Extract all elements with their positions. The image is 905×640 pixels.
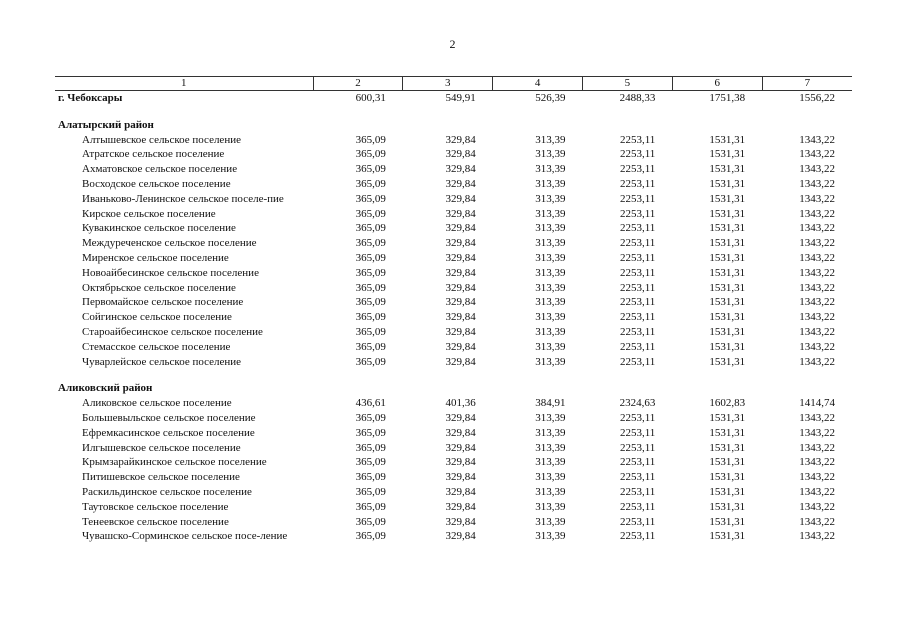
value-cell-col4: 313,39 [535, 163, 566, 176]
value-cell-col5: 2253,11 [619, 192, 656, 205]
value-cell-col3: 329,84 [445, 355, 476, 368]
value-cell-col7: 1343,22 [799, 251, 835, 264]
value-cell-col7: 1343,22 [799, 441, 835, 454]
value-cell-col4: 313,39 [535, 222, 566, 235]
value-cell-col7: 1343,22 [799, 148, 835, 161]
value-cell-col7: 1343,22 [799, 456, 835, 469]
column-header-2: 2 [313, 77, 403, 91]
value-cell-col7: 1414,74 [799, 397, 835, 410]
value-cell-col7: 1343,22 [799, 177, 835, 190]
settlement-name: Аликовское сельское поселение [82, 397, 232, 410]
value-cell-col2: 436,61 [355, 397, 386, 410]
value-cell-col4: 313,39 [535, 192, 566, 205]
value-cell-col5: 2253,11 [619, 411, 656, 424]
column-header-1: 1 [55, 77, 313, 91]
value-cell-col2: 365,09 [355, 148, 386, 161]
value-cell-col7: 1343,22 [799, 192, 835, 205]
value-cell-col7: 1343,22 [799, 133, 835, 146]
value-cell-col7: 1343,22 [799, 500, 835, 513]
table-row [55, 500, 852, 515]
column-header-7: 7 [762, 77, 852, 91]
value-cell-col5: 2253,11 [619, 163, 656, 176]
value-cell-col2: 365,09 [355, 296, 386, 309]
table-row [55, 91, 852, 106]
settlement-name: Большевыльское сельское поселение [82, 411, 256, 424]
value-cell-col3: 329,84 [445, 163, 476, 176]
settlement-name: Крымзарайкинское сельское поселение [82, 456, 267, 469]
settlement-name: Чуварлейское сельское поселение [82, 355, 242, 368]
settlement-name: Восходское сельское поселение [82, 177, 231, 190]
value-cell-col3: 329,84 [445, 311, 476, 324]
value-cell-col2: 365,09 [355, 325, 386, 338]
table-row [55, 207, 852, 222]
value-cell-col3: 329,84 [445, 441, 476, 454]
value-cell-col5: 2253,11 [619, 296, 656, 309]
column-header-4: 4 [493, 77, 583, 91]
value-cell-col5: 2253,11 [619, 530, 656, 543]
value-cell-col4: 313,39 [535, 177, 566, 190]
value-cell-col4: 313,39 [535, 148, 566, 161]
value-cell-col2: 365,09 [355, 456, 386, 469]
table-row [55, 133, 852, 148]
value-cell-col3: 329,84 [445, 148, 476, 161]
value-cell-col2: 365,09 [355, 177, 386, 190]
tariff-table [55, 76, 852, 544]
settlement-name: Раскильдинское сельское поселение [82, 485, 252, 498]
settlement-name: Чувашско-Сорминское сельское посе-ление [82, 530, 288, 543]
value-cell-col5: 2253,11 [619, 222, 656, 235]
value-cell-col6: 1531,31 [709, 530, 746, 543]
value-cell-col7: 1343,22 [799, 311, 835, 324]
value-cell-col3: 329,84 [445, 281, 476, 294]
value-cell-col6: 1531,31 [709, 355, 746, 368]
value-cell-col3: 401,36 [445, 397, 476, 410]
settlement-name: Питишевское сельское поселение [82, 471, 240, 484]
value-cell-col5: 2253,11 [619, 311, 656, 324]
value-cell-col4: 313,39 [535, 411, 566, 424]
settlement-name: Стемасское сельское поселение [82, 340, 231, 353]
value-cell-col5: 2253,11 [619, 325, 656, 338]
value-cell-col4: 384,91 [535, 397, 566, 410]
table-row [55, 221, 852, 236]
value-cell-col6: 1531,31 [709, 456, 746, 469]
value-cell-col3: 329,84 [445, 500, 476, 513]
value-cell-col6: 1531,31 [709, 177, 746, 190]
value-cell-col2: 365,09 [355, 281, 386, 294]
value-cell-col4: 526,39 [535, 92, 566, 104]
value-cell-col6: 1531,31 [709, 340, 746, 353]
column-header-5: 5 [583, 77, 673, 91]
table-row [55, 426, 852, 441]
table-row [55, 355, 852, 370]
table-row [55, 340, 852, 355]
table-row [55, 192, 852, 207]
value-cell-col4: 313,39 [535, 325, 566, 338]
value-cell-col6: 1531,31 [709, 515, 746, 528]
value-cell-col6: 1602,83 [709, 397, 746, 410]
table-row [55, 529, 852, 544]
value-cell-col5: 2253,11 [619, 355, 656, 368]
settlement-name: Ахматовское сельское поселение [82, 163, 238, 176]
value-cell-col4: 313,39 [535, 500, 566, 513]
table-row [55, 236, 852, 251]
value-cell-col3: 329,84 [445, 325, 476, 338]
value-cell-col2: 365,09 [355, 411, 386, 424]
value-cell-col4: 313,39 [535, 355, 566, 368]
value-cell-col2: 600,31 [355, 92, 386, 104]
value-cell-col4: 313,39 [535, 471, 566, 484]
value-cell-col3: 329,84 [445, 237, 476, 250]
value-cell-col7: 1343,22 [799, 471, 835, 484]
value-cell-col6: 1531,31 [709, 485, 746, 498]
table-body [55, 91, 852, 545]
value-cell-col4: 313,39 [535, 340, 566, 353]
table-row [55, 162, 852, 177]
city-name: г. Чебоксары [58, 92, 123, 104]
value-cell-col5: 2253,11 [619, 148, 656, 161]
value-cell-col6: 1531,31 [709, 281, 746, 294]
value-cell-col6: 1531,31 [709, 148, 746, 161]
value-cell-col4: 313,39 [535, 515, 566, 528]
settlement-name: Октябрьское сельское поселение [82, 281, 236, 294]
value-cell-col4: 313,39 [535, 251, 566, 264]
value-cell-col3: 329,84 [445, 192, 476, 205]
value-cell-col7: 1343,22 [799, 515, 835, 528]
value-cell-col2: 365,09 [355, 251, 386, 264]
value-cell-col2: 365,09 [355, 222, 386, 235]
settlement-name: Ефремкасинское сельское поселение [82, 426, 255, 439]
value-cell-col2: 365,09 [355, 192, 386, 205]
value-cell-col7: 1343,22 [799, 237, 835, 250]
value-cell-col5: 2253,11 [619, 251, 656, 264]
value-cell-col3: 329,84 [445, 485, 476, 498]
column-header-6: 6 [672, 77, 762, 91]
value-cell-col6: 1531,31 [709, 500, 746, 513]
value-cell-col4: 313,39 [535, 296, 566, 309]
value-cell-col7: 1343,22 [799, 266, 835, 279]
value-cell-col6: 1531,31 [709, 296, 746, 309]
value-cell-col2: 365,09 [355, 237, 386, 250]
value-cell-col7: 1343,22 [799, 485, 835, 498]
value-cell-col4: 313,39 [535, 266, 566, 279]
settlement-name: Междуреченское сельское поселение [82, 237, 257, 250]
value-cell-col6: 1531,31 [709, 471, 746, 484]
value-cell-col6: 1531,31 [709, 251, 746, 264]
value-cell-col5: 2253,11 [619, 237, 656, 250]
table-row [55, 147, 852, 162]
value-cell-col7: 1343,22 [799, 426, 835, 439]
value-cell-col2: 365,09 [355, 485, 386, 498]
value-cell-col2: 365,09 [355, 266, 386, 279]
value-cell-col6: 1531,31 [709, 325, 746, 338]
value-cell-col4: 313,39 [535, 311, 566, 324]
value-cell-col3: 329,84 [445, 296, 476, 309]
value-cell-col5: 2253,11 [619, 515, 656, 528]
value-cell-col3: 329,84 [445, 471, 476, 484]
district-row [55, 381, 852, 396]
value-cell-col5: 2253,11 [619, 500, 656, 513]
settlement-name: Кирское сельское поселение [82, 207, 216, 220]
value-cell-col7: 1343,22 [799, 222, 835, 235]
value-cell-col3: 329,84 [445, 177, 476, 190]
value-cell-col2: 365,09 [355, 355, 386, 368]
value-cell-col4: 313,39 [535, 441, 566, 454]
value-cell-col3: 329,84 [445, 266, 476, 279]
value-cell-col2: 365,09 [355, 163, 386, 176]
value-cell-col6: 1531,31 [709, 133, 746, 146]
value-cell-col5: 2253,11 [619, 471, 656, 484]
value-cell-col6: 1751,38 [709, 92, 746, 104]
value-cell-col6: 1531,31 [709, 426, 746, 439]
settlement-name: Новоайбесинское сельское поселение [82, 266, 259, 279]
value-cell-col2: 365,09 [355, 340, 386, 353]
value-cell-col6: 1531,31 [709, 411, 746, 424]
settlement-name: Таутовское сельское поселение [82, 500, 229, 513]
value-cell-col7: 1343,22 [799, 411, 835, 424]
settlement-name: Миренское сельское поселение [82, 251, 229, 264]
value-cell-col5: 2488,33 [619, 92, 656, 104]
value-cell-col2: 365,09 [355, 500, 386, 513]
table-row [55, 266, 852, 281]
table-row [55, 485, 852, 500]
settlement-name: Тенеевское сельское поселение [82, 515, 229, 528]
value-cell-col4: 313,39 [535, 456, 566, 469]
value-cell-col5: 2253,11 [619, 133, 656, 146]
settlement-name: Алтышевское сельское поселение [82, 133, 241, 146]
settlement-name: Атратское сельское поселение [82, 148, 225, 161]
value-cell-col3: 329,84 [445, 133, 476, 146]
value-cell-col5: 2253,11 [619, 485, 656, 498]
value-cell-col2: 365,09 [355, 515, 386, 528]
table-row [55, 251, 852, 266]
value-cell-col4: 313,39 [535, 237, 566, 250]
settlement-name: Староайбесинское сельское поселение [82, 325, 263, 338]
value-cell-col5: 2253,11 [619, 266, 656, 279]
value-cell-col7: 1343,22 [799, 355, 835, 368]
value-cell-col4: 313,39 [535, 485, 566, 498]
value-cell-col3: 549,91 [445, 92, 476, 104]
table-row [55, 515, 852, 530]
settlement-name: Первомайское сельское поселение [82, 296, 244, 309]
value-cell-col6: 1531,31 [709, 311, 746, 324]
value-cell-col2: 365,09 [355, 133, 386, 146]
value-cell-col4: 313,39 [535, 530, 566, 543]
settlement-name: Сойгинское сельское поселение [82, 311, 232, 324]
value-cell-col5: 2253,11 [619, 340, 656, 353]
value-cell-col4: 313,39 [535, 426, 566, 439]
district-name: Аликовский район [58, 382, 153, 395]
table-row [55, 455, 852, 470]
value-cell-col5: 2253,11 [619, 177, 656, 190]
spacer-row [55, 106, 852, 118]
spacer-cell [55, 106, 852, 118]
table-row [55, 470, 852, 485]
value-cell-col5: 2253,11 [619, 456, 656, 469]
district-row [55, 118, 852, 133]
table-row [55, 295, 852, 310]
value-cell-col7: 1343,22 [799, 281, 835, 294]
value-cell-col6: 1531,31 [709, 441, 746, 454]
value-cell-col2: 365,09 [355, 441, 386, 454]
value-cell-col5: 2253,11 [619, 281, 656, 294]
value-cell-col3: 329,84 [445, 530, 476, 543]
value-cell-col7: 1556,22 [799, 92, 835, 104]
settlement-name: Илгышевское сельское поселение [82, 441, 241, 454]
value-cell-col3: 329,84 [445, 222, 476, 235]
value-cell-col7: 1343,22 [799, 296, 835, 309]
table-row [55, 411, 852, 426]
value-cell-col4: 313,39 [535, 281, 566, 294]
table-row [55, 441, 852, 456]
header-row [55, 77, 852, 91]
value-cell-col6: 1531,31 [709, 222, 746, 235]
value-cell-col2: 365,09 [355, 471, 386, 484]
value-cell-col3: 329,84 [445, 515, 476, 528]
value-cell-col6: 1531,31 [709, 207, 746, 220]
settlement-name: Иваньково-Ленинское сельское поселе-пие [82, 192, 284, 205]
value-cell-col5: 2324,63 [619, 397, 656, 410]
value-cell-col5: 2253,11 [619, 426, 656, 439]
value-cell-col7: 1343,22 [799, 530, 835, 543]
value-cell-col2: 365,09 [355, 426, 386, 439]
column-header-3: 3 [403, 77, 493, 91]
value-cell-col6: 1531,31 [709, 163, 746, 176]
settlement-name: Кувакинское сельское поселение [82, 222, 236, 235]
table-row [55, 325, 852, 340]
value-cell-col7: 1343,22 [799, 340, 835, 353]
value-cell-col3: 329,84 [445, 411, 476, 424]
spacer-cell [55, 369, 852, 381]
value-cell-col7: 1343,22 [799, 163, 835, 176]
value-cell-col2: 365,09 [355, 311, 386, 324]
value-cell-col3: 329,84 [445, 251, 476, 264]
value-cell-col5: 2253,11 [619, 207, 656, 220]
value-cell-col4: 313,39 [535, 207, 566, 220]
table-row [55, 177, 852, 192]
value-cell-col6: 1531,31 [709, 237, 746, 250]
value-cell-col3: 329,84 [445, 426, 476, 439]
value-cell-col2: 365,09 [355, 530, 386, 543]
value-cell-col5: 2253,11 [619, 441, 656, 454]
table-row [55, 310, 852, 325]
spacer-row [55, 369, 852, 381]
page-number: 2 [449, 37, 456, 51]
value-cell-col3: 329,84 [445, 340, 476, 353]
value-cell-col7: 1343,22 [799, 325, 835, 338]
value-cell-col3: 329,84 [445, 207, 476, 220]
value-cell-col3: 329,84 [445, 456, 476, 469]
table-row [55, 396, 852, 411]
value-cell-col2: 365,09 [355, 207, 386, 220]
value-cell-col7: 1343,22 [799, 207, 835, 220]
district-name: Алатырский район [58, 118, 154, 131]
table-row [55, 281, 852, 296]
value-cell-col6: 1531,31 [709, 266, 746, 279]
value-cell-col6: 1531,31 [709, 192, 746, 205]
value-cell-col4: 313,39 [535, 133, 566, 146]
